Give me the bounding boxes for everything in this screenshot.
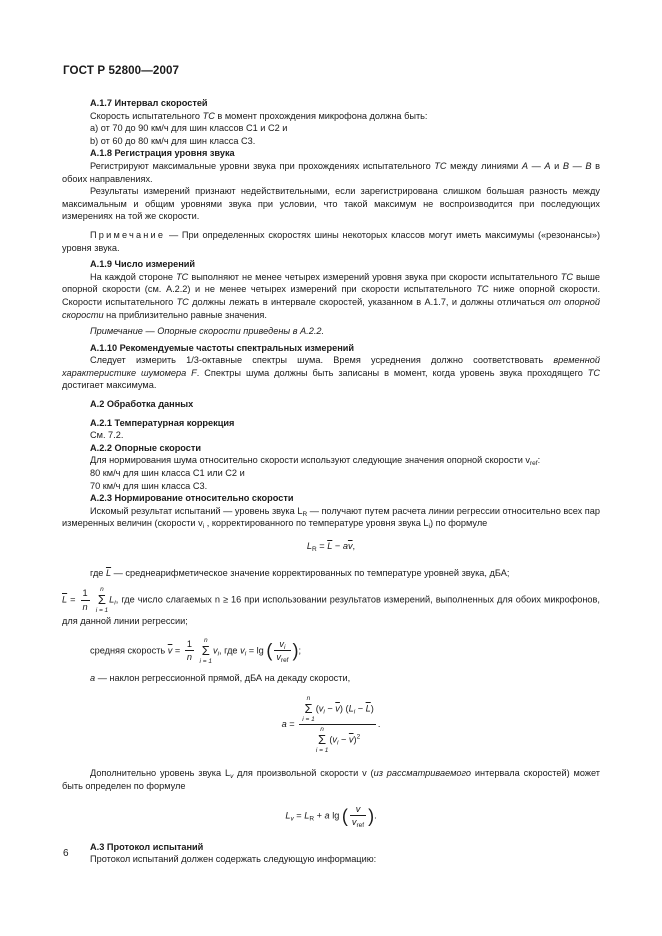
page-number: 6	[63, 848, 69, 859]
definition-l-mean: где $\overline{L}$ — среднеарифметическое значение корректированных по температуре уровней звука, дБА;	[90, 567, 510, 578]
section-title-a21: А.2.1 Температурная коррекция	[90, 417, 235, 428]
section-title-a19: А.1.9 Число измерений	[90, 259, 196, 270]
formula-lr: $L_R = \overline{L} - a\overline{v}$,	[306, 541, 356, 553]
paragraph-a18-2: Результаты измерений признают недействительными, если зарегистрирована слишком большая разность между максимальным и общим уровнями звука при условии, что такой максимум не воспроизводится при последующих измерениях на той же скорости.	[62, 186, 600, 222]
page-content	[62, 97, 600, 866]
section-title-a23: А.2.3 Нормирование относительно скорости	[90, 493, 294, 504]
paragraph-a22-3: 70 км/ч для шин класса С3.	[90, 480, 208, 491]
paragraph-a22-2: 80 км/ч для шин класса С1 или С2 и	[90, 468, 245, 479]
paragraph-a19-1: На каждой стороне ТС выполняют не менее четырех измерений уровня звука при скорости испытательного ТС выше опорной скорости (см. А.2.2) и не менее четырех измерений при скорости испытательного ТС ниже опорной скорости. Скорости испытательного ТС должны лежать в интервале скоростей, указанном в А.1.7, и должны отличаться от опорной скорости на приблизительно равные значения.	[62, 271, 600, 320]
section-title-a18: А.1.8 Регистрация уровня звука	[90, 148, 235, 159]
section-title-a3: А.3 Протокол испытаний	[90, 841, 204, 852]
formula-a: a = n Σ i = 1 $(v_i - \overline{v}) (L_i - \overline{L})$ n Σ i = 1 $(v_i - \overline{v})^2$ .	[281, 695, 381, 755]
definition-a: a — наклон регрессионной прямой, дБА на декаду скорости,	[90, 672, 351, 683]
paragraph-a110-1: Следует измерить 1/3-октавные спектры шума. Время усреднения должно соответствовать временной характеристике шумомера F. Спектры шума должны быть записаны в момент, когда уровень звука проходящего ТС достигает максимума.	[62, 355, 600, 391]
paragraph-a23-1: Искомый результат испытаний — уровень звука $L_R$ — получают путем расчета линии регрессии относительно всех пар измеренных величин (скорости $v_i$ , корректированного по температуре уровня звука $L_i$) по формуле	[62, 505, 600, 531]
list-item-a: а) от 70 до 90 км/ч для шин классов С1 и С2 и	[90, 123, 288, 134]
note-a19: Примечание — Опорные скорости приведены в А.2.2.	[90, 326, 325, 337]
document-header: ГОСТ Р 52800—2007	[63, 64, 180, 77]
paragraph-a22-1: Для нормирования шума относительно скорости используют следующие значения опорной скорости $v_{ref}$:	[90, 455, 541, 468]
paragraph-lv: Дополнительно уровень звука $L_v$ для произвольной скорости v (из рассматриваемого интервала скоростей) может быть определен по формуле	[62, 768, 601, 791]
formula-lv: $L_v = L_R + a$ lg ( $\frac{v}{v_{ref}}$ ).	[285, 803, 377, 830]
definition-v-mean: средняя скорость $\overline{v}$ = $\frac{1}{n}$ n Σ i = 1 $v_i$, где $v_i = \lg$ ( $\frac{v_i}{v_{ref}}$ );	[90, 636, 302, 665]
paragraph-a17-1: Скорость испытательного ТС в момент прохождения микрофона должна быть:	[90, 110, 428, 121]
section-title-a17: А.1.7 Интервал скоростей	[90, 98, 208, 108]
note-a18: Примечание — При определенных скоростях шины некоторых классов могут иметь максимумы («резонансы») уровня звука.	[62, 229, 600, 253]
paragraph-a18-1: Регистрируют максимальные уровни звука при прохождениях испытательного ТС между линиями А — А и В — В в обоих направлениях.	[62, 160, 600, 184]
section-title-a2: А.2 Обработка данных	[90, 399, 194, 410]
definition-l-sum: $\overline{L}$ = $\frac{1}{n}$ n Σ i = 1 $L_i$, где число слагаемых n ≥ 16 при использовании результатов измерений, выполненных для обоих микрофонов, для данной линии регрессии;	[62, 586, 600, 627]
paragraph-a3-1: Протокол испытаний должен содержать следующую информацию:	[90, 854, 377, 865]
section-title-a22: А.2.2 Опорные скорости	[90, 442, 202, 453]
paragraph-a21: См. 7.2.	[90, 430, 124, 441]
list-item-b: b) от 60 до 80 км/ч для шин класса С3.	[90, 135, 256, 146]
section-title-a110: А.1.10 Рекомендуемые частоты спектральных измерений	[90, 342, 355, 353]
